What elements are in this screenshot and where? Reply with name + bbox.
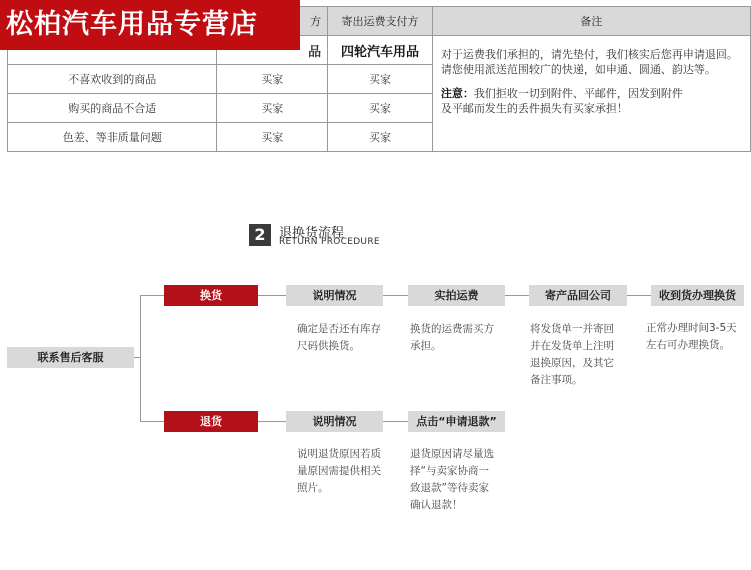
connector-line bbox=[383, 421, 408, 422]
desc-line: 量原因需提供相关 bbox=[297, 465, 381, 477]
section-subtitle: RETURN PROCEDURE bbox=[279, 237, 380, 247]
exchange-step-1: 说明情况 bbox=[286, 285, 383, 306]
contact-support-node: 联系售后客服 bbox=[7, 347, 134, 368]
table-cell: 购买的商品不合适 bbox=[8, 94, 217, 123]
desc-line: 换货的运费需买方 bbox=[410, 323, 494, 335]
header-cell: 寄出运费支付方 bbox=[328, 7, 433, 36]
section-title: 退换货流程 bbox=[279, 226, 345, 241]
refund-step-1: 说明情况 bbox=[286, 411, 383, 432]
table-cell: 买家 bbox=[217, 65, 328, 94]
exchange-step-4-desc bbox=[646, 320, 737, 354]
desc-line: 照片。 bbox=[297, 482, 329, 494]
desc-line: 说明退货原因若质 bbox=[297, 448, 381, 460]
exchange-step-4: 收到货办理换货 bbox=[651, 285, 744, 306]
desc-line: 并在发货单上注明 bbox=[530, 340, 614, 352]
desc-line: 择“与卖家协商一 bbox=[410, 465, 489, 477]
refund-node: 退货 bbox=[164, 411, 258, 432]
connector-line bbox=[140, 295, 164, 296]
exchange-step-3-desc bbox=[530, 321, 614, 389]
table-cell: 买家 bbox=[217, 123, 328, 152]
section-number-badge: 2 bbox=[249, 224, 271, 246]
note-warning-text: 我们拒收一切到附件、平邮件，因发到附件 bbox=[473, 87, 683, 100]
exchange-node: 换货 bbox=[164, 285, 258, 306]
desc-line: 将发货单一并寄回 bbox=[530, 323, 614, 335]
desc-line: 确认退款！ bbox=[410, 499, 463, 511]
refund-step-1-desc bbox=[297, 446, 381, 497]
desc-line: 致退款”等待卖家 bbox=[410, 482, 489, 494]
table-cell: 买家 bbox=[328, 65, 433, 94]
connector-line bbox=[258, 295, 286, 296]
desc-line: 尺码供换货。 bbox=[297, 340, 360, 352]
table-cell: 四轮汽车用品 bbox=[328, 36, 433, 65]
connector-line bbox=[505, 295, 529, 296]
header-cell: 备注 bbox=[432, 7, 750, 36]
desc-line: 正常办理时间3-5天 bbox=[646, 322, 737, 334]
exchange-step-3: 寄产品回公司 bbox=[529, 285, 627, 306]
desc-line: 确定是否还有库存 bbox=[297, 323, 381, 335]
connector-line bbox=[140, 295, 141, 422]
connector-line bbox=[383, 295, 408, 296]
note-label: 注意： bbox=[440, 87, 474, 100]
connector-line bbox=[140, 421, 164, 422]
desc-line: 退换原因，及其它 bbox=[530, 357, 614, 369]
desc-line: 退货原因请尽量选 bbox=[410, 448, 494, 460]
table-cell: 品 bbox=[217, 36, 328, 65]
exchange-step-1-desc bbox=[297, 321, 381, 355]
desc-line: 备注事项。 bbox=[530, 374, 583, 386]
connector-line bbox=[627, 295, 651, 296]
table-cell: 买家 bbox=[328, 94, 433, 123]
note-cell bbox=[432, 36, 750, 152]
desc-line: 左右可办理换货。 bbox=[646, 339, 730, 351]
store-banner: 松柏汽车用品专营店 bbox=[0, 0, 300, 50]
refund-step-2-desc bbox=[410, 446, 494, 514]
note-warning-text-2: 及平邮而发生的丢件损失有买家承担！ bbox=[440, 102, 628, 115]
exchange-step-2-desc bbox=[410, 321, 494, 355]
table-cell: 买家 bbox=[217, 94, 328, 123]
exchange-step-2: 实拍运费 bbox=[408, 285, 505, 306]
table-cell: 买家 bbox=[328, 123, 433, 152]
connector-line bbox=[258, 421, 286, 422]
table-cell: 不喜欢收到的商品 bbox=[8, 65, 217, 94]
header-cell: 方 bbox=[217, 7, 328, 36]
note-text: 对于运费我们承担的，请先垫付，我们核实后您再申请退回。请您使用派送范围较广的快递，如申通、圆通、韵达等。 bbox=[440, 48, 738, 76]
desc-line: 承担。 bbox=[410, 340, 442, 352]
refund-step-2: 点击“申请退款” bbox=[408, 411, 505, 432]
table-cell: 色差、等非质量问题 bbox=[8, 123, 217, 152]
note-warning bbox=[441, 86, 740, 101]
